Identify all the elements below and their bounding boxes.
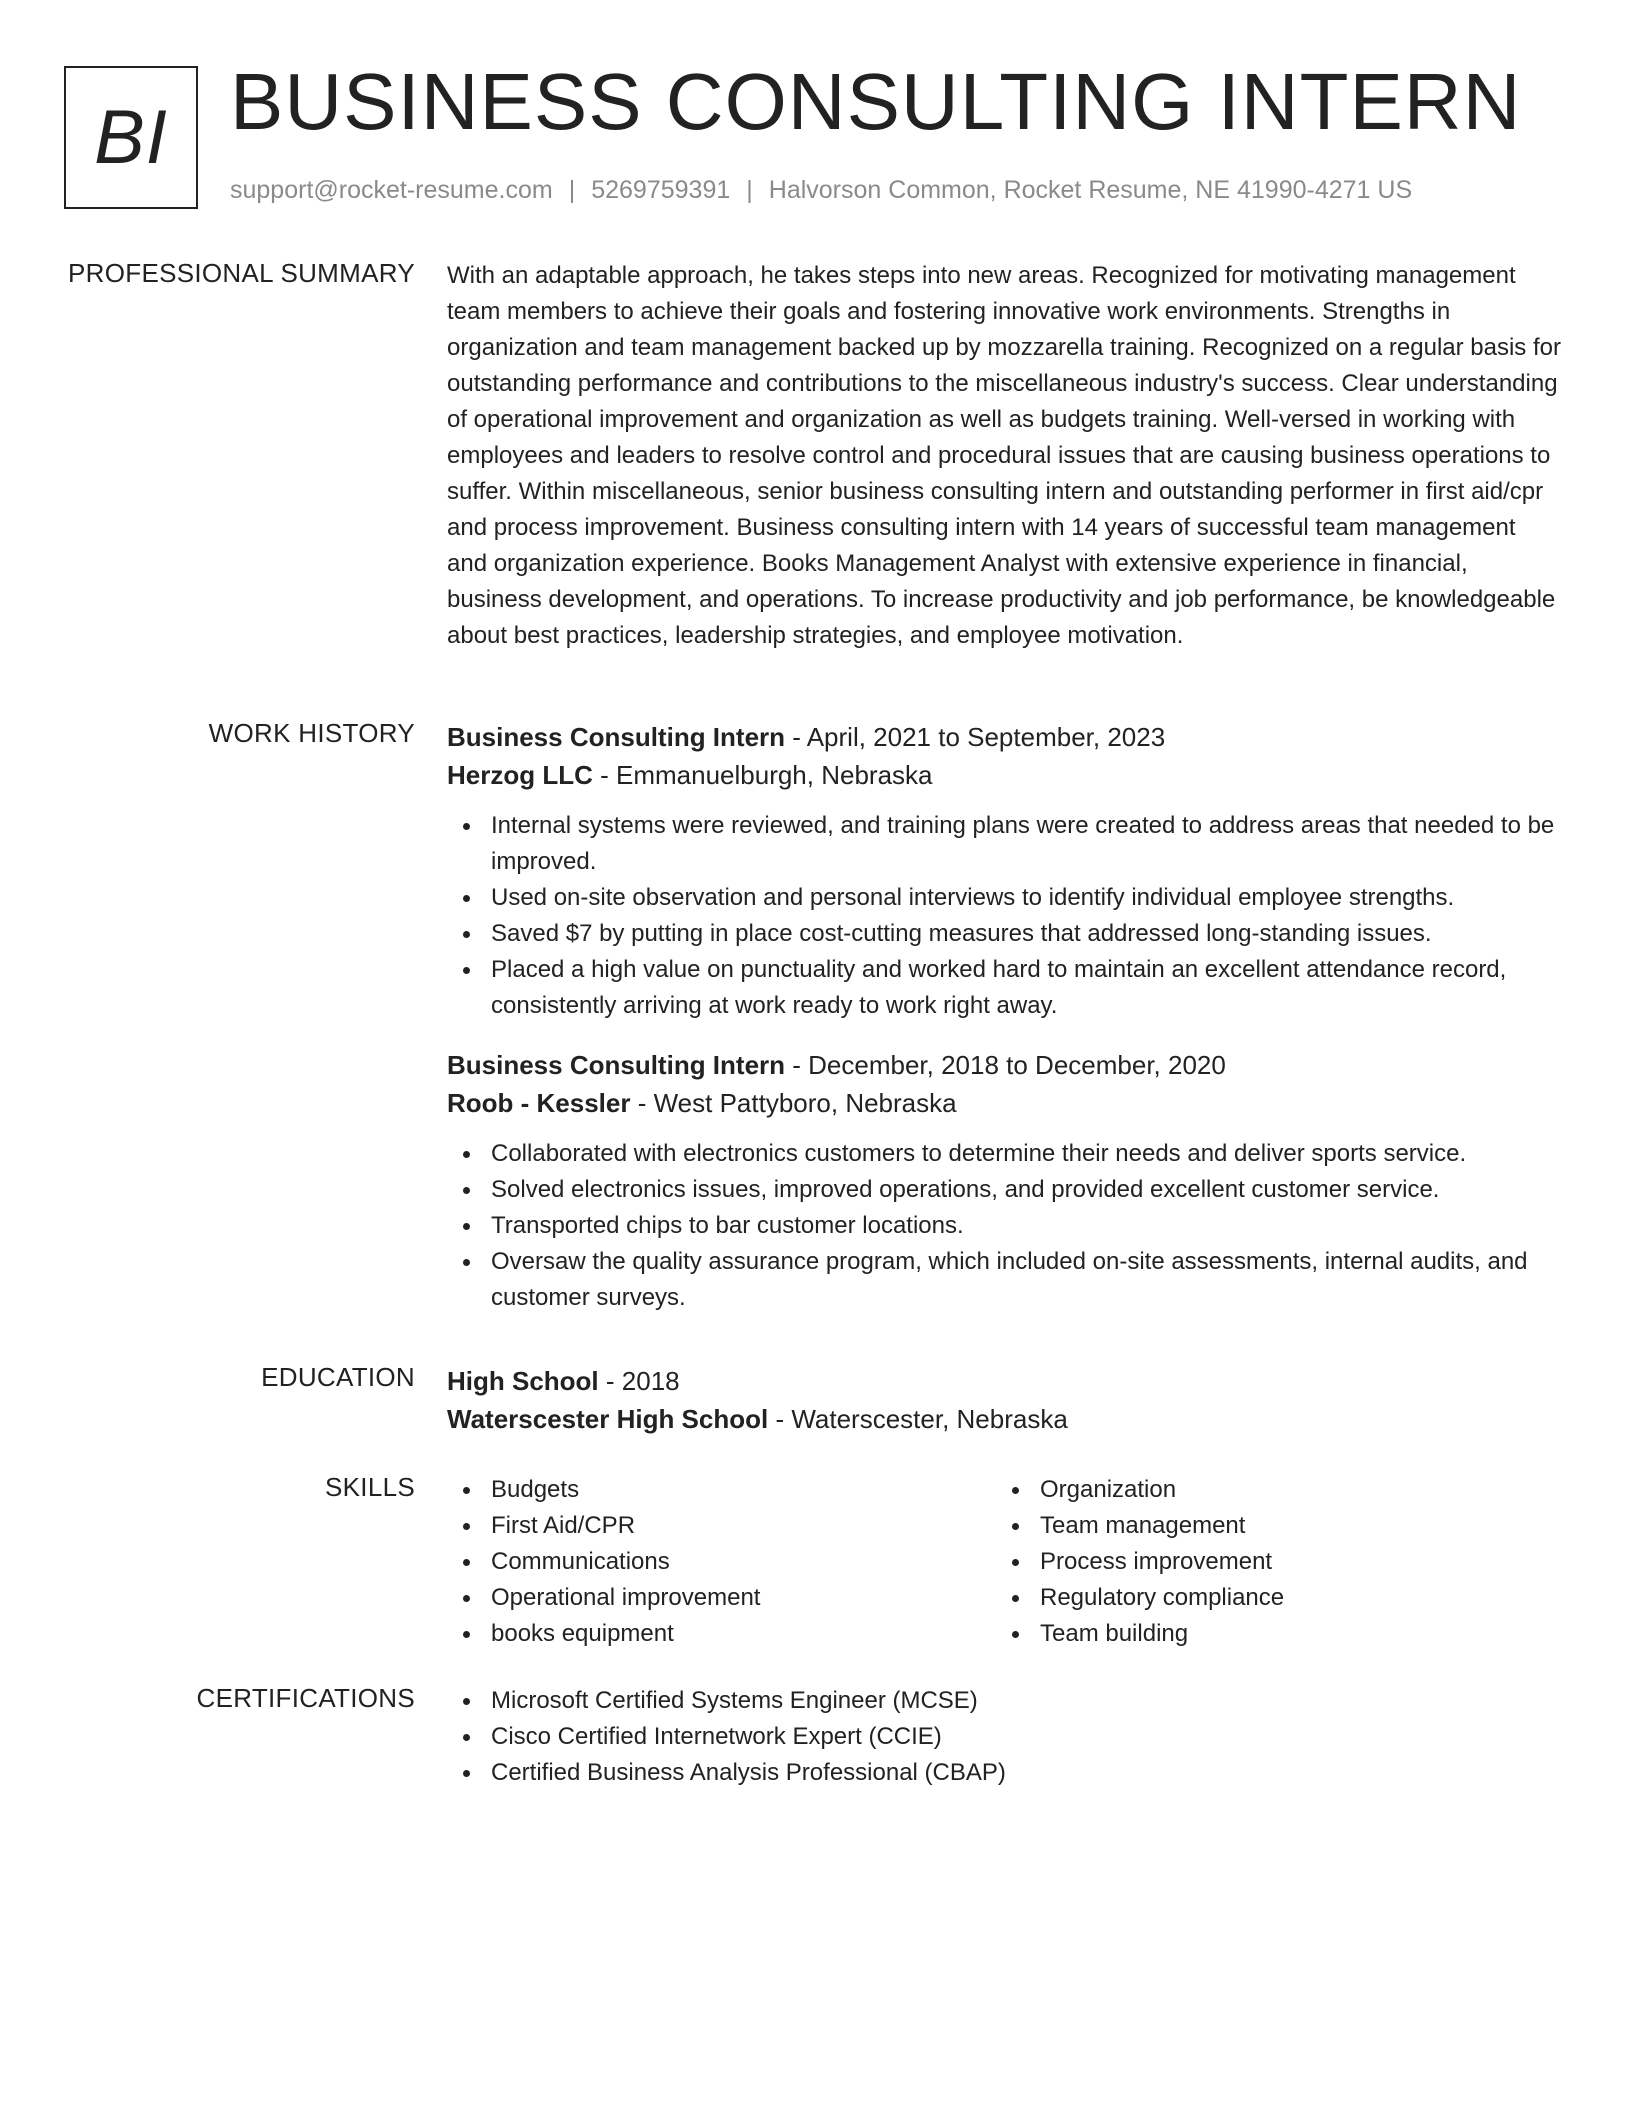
contact-line bbox=[230, 176, 1412, 205]
skill-item: Communications bbox=[447, 1544, 996, 1580]
certifications-body bbox=[447, 1683, 1562, 1791]
monogram-logo: BI bbox=[64, 66, 198, 209]
education-body bbox=[447, 1362, 1562, 1438]
skill-item: Team building bbox=[996, 1616, 1545, 1652]
education-school-line bbox=[447, 1400, 1562, 1438]
section-label-education: EDUCATION bbox=[261, 1362, 415, 1392]
contact-separator: | bbox=[568, 176, 576, 204]
skill-item: Regulatory compliance bbox=[996, 1580, 1545, 1616]
job-title-line bbox=[447, 718, 1562, 756]
section-label-certifications: CERTIFICATIONS bbox=[196, 1683, 415, 1713]
skills-grid bbox=[447, 1472, 1562, 1652]
job-bullet: Saved $7 by putting in place cost-cutting measures that addressed long-standing issues. bbox=[447, 916, 1562, 952]
skills-column-right bbox=[996, 1472, 1545, 1652]
job-entry bbox=[447, 718, 1562, 1024]
skill-item: First Aid/CPR bbox=[447, 1508, 996, 1544]
job-bullet: Used on-site observation and personal interviews to identify individual employee strengths. bbox=[447, 880, 1562, 916]
job-company: Herzog LLC bbox=[447, 760, 593, 790]
job-bullet: Internal systems were reviewed, and training plans were created to address areas that needed to be improved. bbox=[447, 808, 1562, 880]
job-dates: - December, 2018 to December, 2020 bbox=[785, 1050, 1226, 1080]
education-degree: High School bbox=[447, 1366, 599, 1396]
section-label-skills: SKILLS bbox=[325, 1472, 415, 1502]
job-bullets bbox=[447, 808, 1562, 1024]
skills-body bbox=[447, 1472, 1562, 1652]
job-bullet: Transported chips to bar customer locations. bbox=[447, 1208, 1562, 1244]
job-dates: - April, 2021 to September, 2023 bbox=[785, 722, 1166, 752]
job-bullet: Collaborated with electronics customers to determine their needs and deliver sports service. bbox=[447, 1136, 1562, 1172]
email-link[interactable]: support@rocket-resume.com bbox=[230, 176, 553, 204]
section-label-summary: PROFESSIONAL SUMMARY bbox=[68, 258, 415, 288]
skills-list bbox=[996, 1472, 1545, 1652]
education-year: - 2018 bbox=[598, 1366, 680, 1396]
address: Halvorson Common, Rocket Resume, NE 41990-4271 US bbox=[768, 176, 1413, 204]
summary-body bbox=[447, 258, 1562, 654]
job-company-line bbox=[447, 1084, 1562, 1122]
job-bullet: Solved electronics issues, improved operations, and provided excellent customer service. bbox=[447, 1172, 1562, 1208]
skill-item: books equipment bbox=[447, 1616, 996, 1652]
skill-item: Operational improvement bbox=[447, 1580, 996, 1616]
skill-item: Team management bbox=[996, 1508, 1545, 1544]
skill-item: Process improvement bbox=[996, 1544, 1545, 1580]
job-title-line bbox=[447, 1046, 1562, 1084]
skills-column-left bbox=[447, 1472, 996, 1652]
job-title: Business Consulting Intern bbox=[447, 1050, 786, 1080]
job-company: Roob - Kessler bbox=[447, 1088, 631, 1118]
summary-text: With an adaptable approach, he takes steps into new areas. Recognized for motivating management team members to achieve their goals and fostering innovative work environments. Strengths in organization and team management backed up by mozzarella training. Recognized on a regular basis for outstanding performance and contributions to the miscellaneous industry's success. Clear understanding of operational improvement and organization as well as budgets training. Well-versed in working with employees and leaders to resolve control and procedural issues that are causing business operations to suffer. Within miscellaneous, senior business consulting intern and outstanding performer in first aid/cpr and process improvement. Business consulting intern with 14 years of successful team management and organization experience. Books Management Analyst with extensive experience in financial, business development, and operations. To increase productivity and job performance, be knowledgeable about best practices, leadership strategies, and employee motivation. bbox=[447, 262, 1561, 649]
education-school: Waterscester High School bbox=[447, 1404, 769, 1434]
certification-item: Certified Business Analysis Professional (CBAP) bbox=[447, 1755, 1562, 1791]
job-location: - West Pattyboro, Nebraska bbox=[630, 1088, 957, 1118]
certification-item: Microsoft Certified Systems Engineer (MCSE) bbox=[447, 1683, 1562, 1719]
certifications-list bbox=[447, 1683, 1562, 1791]
skills-list bbox=[447, 1472, 996, 1652]
job-entry bbox=[447, 1046, 1562, 1316]
job-location: - Emmanuelburgh, Nebraska bbox=[592, 760, 933, 790]
phone-number[interactable]: 5269759391 bbox=[591, 176, 731, 204]
job-company-line bbox=[447, 756, 1562, 794]
education-degree-line bbox=[447, 1362, 1562, 1400]
section-label-work-history: WORK HISTORY bbox=[208, 718, 415, 748]
contact-separator: | bbox=[746, 176, 753, 204]
skill-item: Organization bbox=[996, 1472, 1545, 1508]
job-bullet: Placed a high value on punctuality and worked hard to maintain an excellent attendance record, consistently arriving at work ready to work right away. bbox=[447, 952, 1562, 1024]
job-bullet: Oversaw the quality assurance program, which included on-site assessments, internal audits, and customer surveys. bbox=[447, 1244, 1562, 1316]
certification-item: Cisco Certified Internetwork Expert (CCIE) bbox=[447, 1719, 1562, 1755]
education-location: - Waterscester, Nebraska bbox=[768, 1404, 1068, 1434]
resume-title: BUSINESS CONSULTING INTERN bbox=[230, 57, 1522, 146]
job-bullets bbox=[447, 1136, 1562, 1316]
work-history-body bbox=[447, 718, 1562, 1316]
skill-item: Budgets bbox=[447, 1472, 996, 1508]
job-title: Business Consulting Intern bbox=[447, 722, 786, 752]
